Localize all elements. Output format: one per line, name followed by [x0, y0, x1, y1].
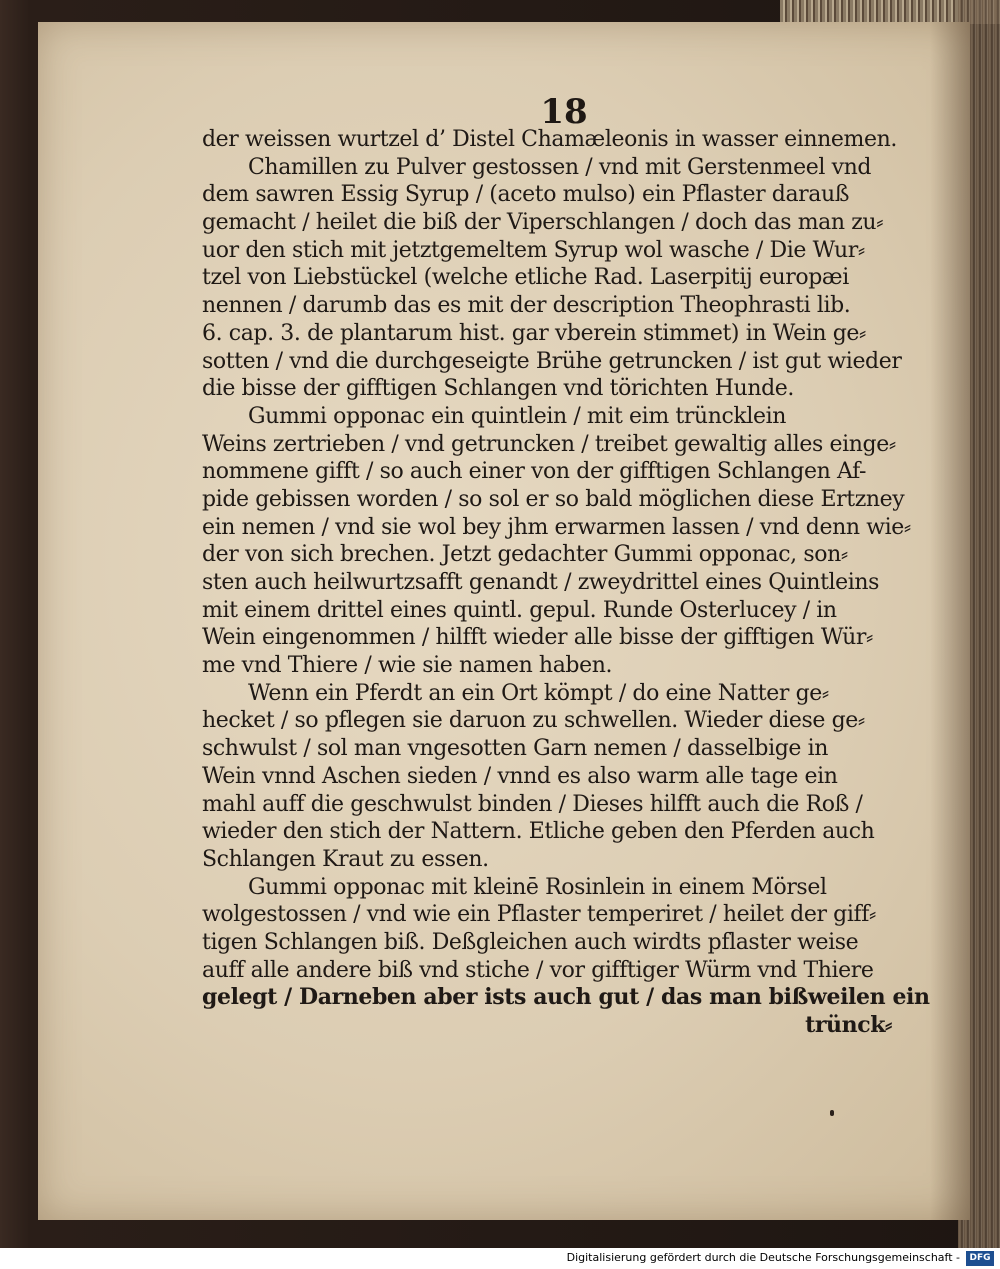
text-line: Gummi opponac mit kleinē Rosinlein in einem Mörsel	[248, 874, 827, 900]
text-line: sotten / vnd die durchgeseigte Brühe getruncken / ist gut wieder	[202, 348, 902, 374]
text-line: sten auch heilwurtzsafft genandt / zweydrittel eines Quintleins	[202, 570, 880, 595]
text-line: der von sich brechen. Jetzt gedachter Gummi opponac, son⸗	[202, 542, 848, 568]
text-line: Wein vnnd Aschen sieden / vnnd es also warm alle tage ein	[202, 763, 838, 789]
text-line: schwulst / sol man vngesotten Garn nemen / dasselbige in	[202, 736, 829, 762]
text-line: ein nemen / vnd sie wol bey jhm erwarmen lassen / vnd denn wie⸗	[202, 514, 911, 540]
page-text	[202, 126, 930, 1040]
dfg-logo: DFG	[966, 1251, 994, 1266]
text-line: nennen / darumb das es mit der description Theophrasti lib.	[202, 293, 851, 319]
text-line: Weins zertrieben / vnd getruncken / treibet gewaltig alles einge⸗	[202, 431, 896, 457]
text-line: Chamillen zu Pulver gestossen / vnd mit Gerstenmeel vnd	[248, 154, 872, 180]
funding-credit: Digitalisierung gefördert durch die Deutsche Forschungsgemeinschaft -	[566, 1251, 960, 1264]
text-line: pide gebissen worden / so sol er so bald möglichen diese Ertzney	[202, 486, 905, 512]
text-line: me vnd Thiere / wie sie namen haben.	[202, 653, 613, 679]
ink-mark	[830, 1110, 834, 1116]
text-line: der weissen wurtzel d’ Distel Chamæleonis in wasser einnemen.	[202, 127, 897, 152]
text-line: nommene gifft / so auch einer von der gifftigen Schlangen Af-	[202, 459, 867, 485]
text-line: wieder den stich der Nattern. Etliche geben den Pferden auch	[202, 819, 875, 845]
text-line: Schlangen Kraut zu essen.	[202, 846, 489, 872]
text-line: Wein eingenommen / hilfft wieder alle bisse der gifftigen Wür⸗	[202, 625, 873, 651]
footer-bar	[0, 1248, 1000, 1269]
text-line: hecket / so pflegen sie daruon zu schwellen. Wieder diese ge⸗	[202, 708, 865, 734]
text-line: auff alle andere biß vnd stiche / vor gifftiger Würm vnd Thiere	[202, 957, 874, 983]
text-line: uor den stich mit jetztgemeltem Syrup wol wasche / Die Wur⸗	[202, 237, 865, 263]
page-number: 18	[540, 92, 588, 132]
text-line: tzel von Liebstückel (welche etliche Rad. Laserpitij europæi	[202, 265, 849, 291]
text-line: dem sawren Essig Syrup / (aceto mulso) ein Pflaster darauß	[202, 182, 850, 208]
text-line: gelegt / Darneben aber ists auch gut / das man bißweilen ein	[202, 984, 930, 1011]
text-line: die bisse der gifftigen Schlangen vnd törichten Hunde.	[202, 376, 794, 402]
catchword: trünck⸗	[805, 1012, 892, 1038]
text-line: Gummi opponac ein quintlein / mit eim trüncklein	[248, 403, 786, 429]
text-line: 6. cap. 3. de plantarum hist. gar vberein stimmet) in Wein ge⸗	[202, 320, 866, 346]
text-line: gemacht / heilet die biß der Viperschlangen / doch das man zu⸗	[202, 210, 884, 236]
text-line: Wenn ein Pferdt an ein Ort kömpt / do eine Natter ge⸗	[248, 680, 829, 706]
text-line: mit einem drittel eines quintl. gepul. Runde Osterlucey / in	[202, 597, 837, 623]
text-line: wolgestossen / vnd wie ein Pflaster temperiret / heilet der giff⸗	[202, 902, 876, 928]
text-line: tigen Schlangen biß. Deßgleichen auch wirdts pflaster weise	[202, 929, 859, 955]
text-line: mahl auff die geschwulst binden / Dieses hilfft auch die Roß /	[202, 791, 863, 817]
